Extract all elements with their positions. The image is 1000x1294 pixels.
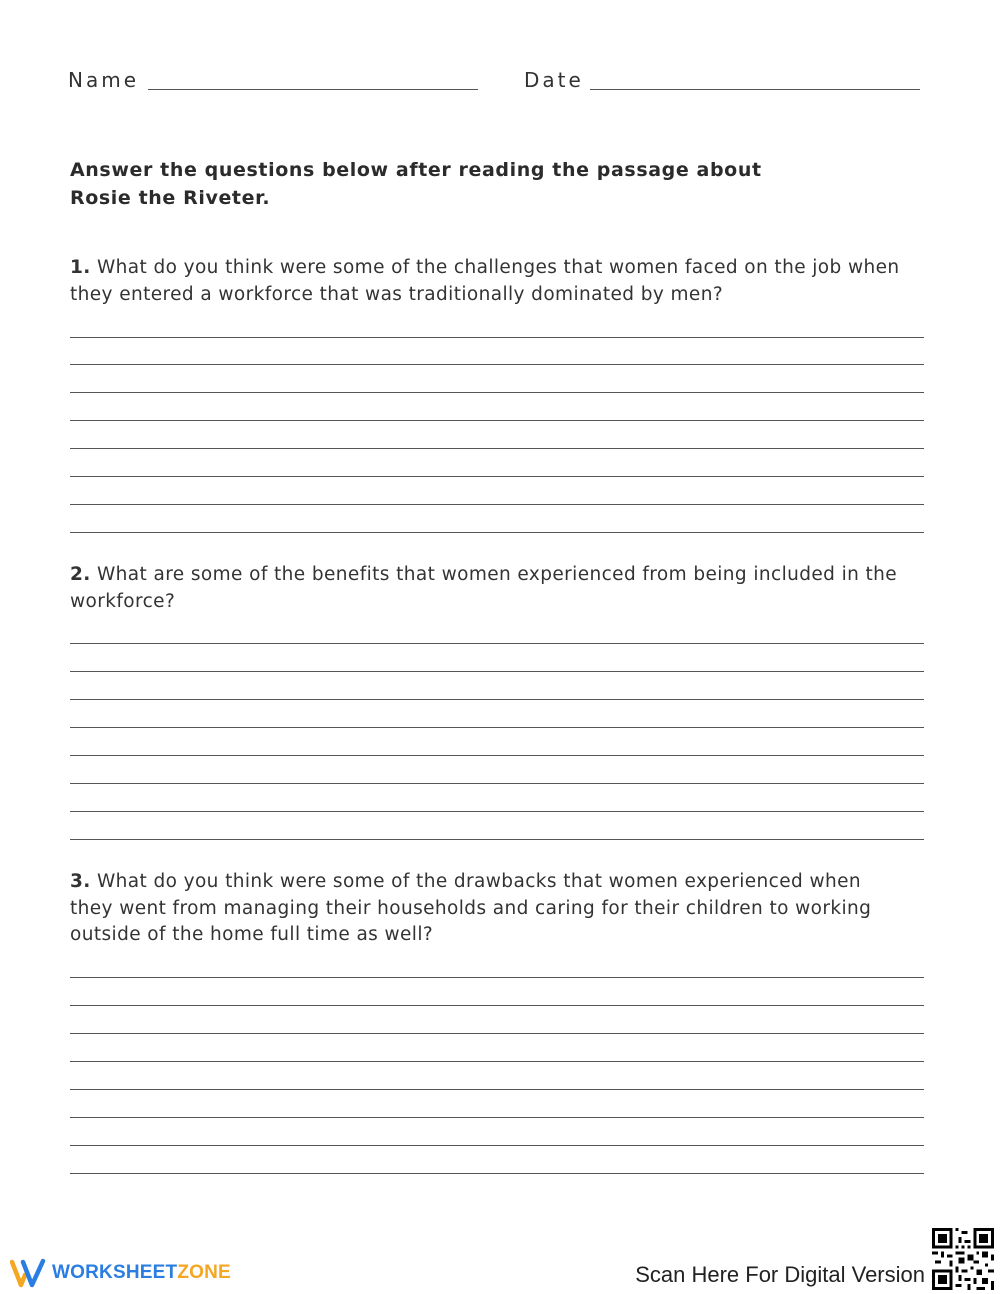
answer-line[interactable] bbox=[70, 337, 924, 338]
answer-line[interactable] bbox=[70, 504, 924, 505]
question-3 bbox=[70, 869, 910, 949]
brand-name bbox=[52, 1262, 231, 1284]
answer-line[interactable] bbox=[70, 671, 924, 672]
answer-line[interactable] bbox=[70, 1089, 924, 1090]
answer-line[interactable] bbox=[70, 532, 924, 533]
answer-line[interactable] bbox=[70, 783, 924, 784]
name-field[interactable] bbox=[148, 89, 478, 90]
answer-line[interactable] bbox=[70, 977, 924, 978]
instructions: Answer the questions below after reading the passage about Rosie the Riveter. bbox=[70, 159, 762, 209]
question-number: 2. bbox=[70, 564, 91, 585]
answer-line[interactable] bbox=[70, 1005, 924, 1006]
answer-line[interactable] bbox=[70, 811, 924, 812]
date-label: Date bbox=[524, 68, 584, 92]
answer-line[interactable] bbox=[70, 392, 924, 393]
answer-line[interactable] bbox=[70, 448, 924, 449]
qr-code-icon[interactable] bbox=[932, 1228, 994, 1290]
question-number: 3. bbox=[70, 871, 91, 892]
worksheet-zone-logo-icon bbox=[10, 1258, 46, 1288]
question-text: What do you think were some of the drawbacks that women experienced when they went from managing their households and caring for their children to working outside of the home full time as well? bbox=[70, 871, 872, 945]
answer-line[interactable] bbox=[70, 1145, 924, 1146]
answer-line[interactable] bbox=[70, 727, 924, 728]
question-text: What do you think were some of the challenges that women faced on the job when they entered a workforce that was traditionally dominated by men? bbox=[70, 257, 900, 305]
scan-here-label: Scan Here For Digital Version bbox=[635, 1262, 925, 1287]
name-label: Name bbox=[68, 68, 140, 92]
answer-line[interactable] bbox=[70, 1173, 924, 1174]
worksheet-zone-logo[interactable] bbox=[10, 1258, 231, 1288]
question-text: What are some of the benefits that women experienced from being included in the workforce? bbox=[70, 564, 898, 612]
question-1 bbox=[70, 255, 900, 308]
answer-line[interactable] bbox=[70, 839, 924, 840]
answer-line[interactable] bbox=[70, 1117, 924, 1118]
answer-line[interactable] bbox=[70, 1033, 924, 1034]
answer-line[interactable] bbox=[70, 1061, 924, 1062]
answer-line[interactable] bbox=[70, 420, 924, 421]
date-field[interactable] bbox=[590, 89, 920, 90]
brand-part-1: WORKSHEET bbox=[52, 1262, 178, 1283]
answer-line[interactable] bbox=[70, 476, 924, 477]
answer-line[interactable] bbox=[70, 643, 924, 644]
answer-line[interactable] bbox=[70, 699, 924, 700]
answer-line[interactable] bbox=[70, 364, 924, 365]
brand-part-2: ZONE bbox=[177, 1262, 231, 1283]
question-2 bbox=[70, 562, 920, 615]
answer-line[interactable] bbox=[70, 755, 924, 756]
question-number: 1. bbox=[70, 257, 91, 278]
